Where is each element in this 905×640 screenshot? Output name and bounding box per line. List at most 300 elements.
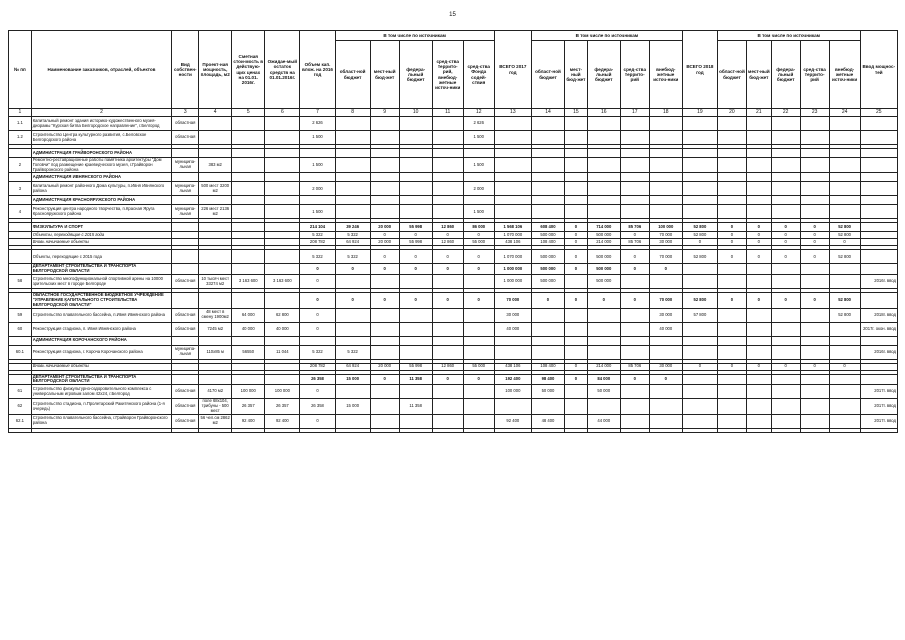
table-cell (746, 374, 771, 385)
table-cell (335, 196, 370, 205)
table-cell (649, 385, 682, 399)
table-cell (399, 117, 432, 131)
table-cell (717, 196, 746, 205)
table-cell (829, 149, 860, 158)
table-cell: 52 800 (682, 232, 717, 239)
table-cell (199, 374, 232, 385)
table-cell: 214 000 (587, 239, 620, 246)
table-cell: 39 246 (335, 223, 370, 232)
object-name: Строительство стадиона, п.Пролетарский Ракитянского района (1-я очередь) (31, 399, 172, 414)
table-cell: 26 357 (232, 399, 265, 414)
table-cell (531, 308, 564, 322)
header-commission: Ввод мощнос-тей (860, 31, 897, 109)
table-cell (860, 182, 897, 196)
table-cell (587, 117, 620, 131)
table-cell (746, 158, 771, 173)
table-cell: 208 782 (300, 239, 335, 246)
table-cell (265, 182, 300, 196)
table-cell (771, 275, 800, 289)
table-row (9, 232, 898, 239)
table-cell: 2 000 (300, 182, 335, 196)
spacer-cell (494, 428, 531, 432)
table-cell: 92 400 (265, 414, 300, 428)
table-cell: 1 500 (463, 158, 494, 173)
table-cell: 608 400 (531, 223, 564, 232)
table-cell (463, 345, 494, 359)
table-cell (746, 322, 771, 336)
table-cell (335, 158, 370, 173)
table-cell: 214 104 (300, 223, 335, 232)
table-cell (399, 196, 432, 205)
table-cell (300, 336, 335, 345)
table-cell: 85 706 (620, 223, 649, 232)
table-cell: 70 000 (494, 293, 531, 308)
table-cell (199, 232, 232, 239)
table-cell (300, 173, 335, 182)
table-cell: 500 000 (587, 232, 620, 239)
table-cell (620, 182, 649, 196)
table-cell (717, 173, 746, 182)
table-cell (463, 399, 494, 414)
table-cell: 0 (800, 232, 829, 239)
column-number: 23 (800, 109, 829, 117)
header-src-territory: сред-ства террито-рий (800, 41, 829, 109)
table-cell: 52 800 (682, 293, 717, 308)
table-cell (335, 173, 370, 182)
table-cell (620, 205, 649, 219)
table-cell: 1 500 (300, 131, 335, 145)
section-row (9, 196, 898, 205)
table-cell: 5 322 (335, 345, 370, 359)
table-cell: 26 358 (300, 399, 335, 414)
table-cell (587, 336, 620, 345)
table-cell (172, 363, 199, 370)
table-cell: 5 322 (300, 345, 335, 359)
table-cell (565, 158, 588, 173)
header-src-territory: сред-ства террито-рий, внебюд-жетные источ-ники (432, 41, 463, 109)
row-number: 62 (9, 399, 32, 414)
table-cell (717, 264, 746, 275)
table-cell (620, 308, 649, 322)
table-cell (565, 117, 588, 131)
table-cell (649, 399, 682, 414)
table-cell: 11 044 (265, 345, 300, 359)
table-cell: 1 070 000 (494, 232, 531, 239)
table-cell (565, 131, 588, 145)
table-cell (746, 264, 771, 275)
table-cell: 1 500 (463, 205, 494, 219)
column-number: 25 (860, 109, 897, 117)
table-cell: 92 400 (494, 414, 531, 428)
spacer-cell (432, 428, 463, 432)
table-cell (565, 173, 588, 182)
table-row (9, 275, 898, 289)
table-cell (463, 414, 494, 428)
table-cell (335, 131, 370, 145)
table-cell: 0 (370, 250, 399, 264)
table-cell: 0 (682, 363, 717, 370)
table-cell: 30 000 (494, 308, 531, 322)
table-cell (265, 149, 300, 158)
table-cell: 52 800 (829, 223, 860, 232)
table-cell: 0 (565, 223, 588, 232)
table-cell: 1 000 000 (494, 264, 531, 275)
table-cell (463, 336, 494, 345)
table-cell (432, 173, 463, 182)
table-cell: 40 000 (494, 322, 531, 336)
spacer-cell (370, 428, 399, 432)
table-cell: 64 924 (335, 363, 370, 370)
table-cell (587, 322, 620, 336)
table-cell (399, 308, 432, 322)
table-cell: муниципа-льная (172, 158, 199, 173)
table-cell (800, 275, 829, 289)
header-src-extrabudget: внебюд-жетные источ-ники (649, 41, 682, 109)
table-cell (370, 322, 399, 336)
table-cell: 5 322 (335, 232, 370, 239)
table-cell: 2 000 (463, 182, 494, 196)
column-number: 7 (300, 109, 335, 117)
table-cell (335, 385, 370, 399)
column-number: 10 (399, 109, 432, 117)
table-cell (565, 399, 588, 414)
table-cell (172, 223, 199, 232)
table-cell (265, 336, 300, 345)
table-cell: 0 (399, 232, 432, 239)
table-cell (746, 336, 771, 345)
table-cell (232, 182, 265, 196)
table-cell: 0 (771, 239, 800, 246)
table-cell (335, 308, 370, 322)
investment-table (8, 30, 898, 433)
table-cell (649, 205, 682, 219)
table-cell (432, 117, 463, 131)
table-cell: 40 000 (649, 322, 682, 336)
table-cell: 100 000 (265, 385, 300, 399)
table-cell (800, 182, 829, 196)
table-cell: 0 (771, 293, 800, 308)
table-cell: 0 (746, 250, 771, 264)
table-row (9, 345, 898, 359)
table-cell (771, 399, 800, 414)
table-cell: 0 (370, 374, 399, 385)
column-number: 20 (717, 109, 746, 117)
header-volume: Объем кап. влож. на 2016 год (300, 31, 335, 109)
row-number: 59 (9, 308, 32, 322)
table-cell: 56 чел.см 2862 м2 (199, 414, 232, 428)
row-number (9, 232, 32, 239)
table-cell: 64 924 (335, 239, 370, 246)
table-cell (620, 322, 649, 336)
table-cell (649, 173, 682, 182)
row-number (9, 173, 32, 182)
object-name: Реконструкция стадиона, п. Ивня Ивнянского района (31, 322, 172, 336)
table-cell: 52 800 (829, 232, 860, 239)
table-cell: 0 (463, 250, 494, 264)
table-cell (494, 173, 531, 182)
table-cell (565, 322, 588, 336)
table-cell: 0 (335, 264, 370, 275)
table-cell (682, 345, 717, 359)
table-cell (860, 264, 897, 275)
table-cell (370, 173, 399, 182)
table-cell: 208 782 (300, 363, 335, 370)
spacer-cell (172, 428, 199, 432)
table-cell: 0 (717, 363, 746, 370)
table-cell: 0 (717, 250, 746, 264)
table-cell (531, 173, 564, 182)
table-cell: 0 (565, 239, 588, 246)
table-cell: 500 000 (587, 275, 620, 289)
table-cell (232, 117, 265, 131)
table-cell (335, 414, 370, 428)
table-cell (494, 149, 531, 158)
table-cell (370, 117, 399, 131)
table-cell (335, 322, 370, 336)
table-cell (717, 275, 746, 289)
table-row (9, 363, 898, 370)
table-cell: 2016г. ввод (860, 345, 897, 359)
table-cell (800, 131, 829, 145)
table-cell: 2016г. ввод (860, 275, 897, 289)
column-number: 6 (265, 109, 300, 117)
table-cell (800, 385, 829, 399)
table-cell (494, 205, 531, 219)
object-name: Реконструкция центра народного творчества, п.Красная Яруга Краснояружского района (31, 205, 172, 219)
table-cell (800, 345, 829, 359)
table-cell: 0 (370, 232, 399, 239)
table-cell (370, 149, 399, 158)
table-cell (565, 275, 588, 289)
table-cell: 0 (620, 293, 649, 308)
table-cell (771, 149, 800, 158)
table-cell: 3 163 600 (265, 275, 300, 289)
table-cell (717, 205, 746, 219)
table-cell: 100 000 (232, 385, 265, 399)
column-number: 8 (335, 109, 370, 117)
table-cell (800, 374, 829, 385)
table-cell: 70 000 (649, 232, 682, 239)
table-cell (587, 158, 620, 173)
column-number: 19 (682, 109, 717, 117)
table-cell (746, 385, 771, 399)
object-name: Объекты, переходящие с 2015 года (31, 250, 172, 264)
table-cell (463, 149, 494, 158)
header-src-federal: федера-льный бюджет (399, 41, 432, 109)
section-row (9, 149, 898, 158)
section-row (9, 336, 898, 345)
table-cell (531, 345, 564, 359)
table-cell (335, 182, 370, 196)
table-cell (232, 293, 265, 308)
row-number (9, 250, 32, 264)
table-cell: 30 000 (649, 308, 682, 322)
table-cell: 2017г. ввод (860, 414, 897, 428)
table-cell: 15 000 (335, 399, 370, 414)
table-cell: 5 322 (300, 250, 335, 264)
table-cell: 64 000 (232, 308, 265, 322)
table-cell (172, 149, 199, 158)
table-cell (399, 385, 432, 399)
table-cell (771, 158, 800, 173)
table-cell: 0 (432, 374, 463, 385)
table-cell: 1 500 (300, 158, 335, 173)
table-cell (199, 131, 232, 145)
table-cell: 20 000 (370, 239, 399, 246)
table-cell (587, 131, 620, 145)
table-row (9, 239, 898, 246)
table-cell (829, 131, 860, 145)
table-cell (232, 264, 265, 275)
table-cell (232, 173, 265, 182)
table-cell (829, 322, 860, 336)
table-cell: 0 (771, 232, 800, 239)
spacer-cell (587, 428, 620, 432)
table-cell (370, 196, 399, 205)
table-cell (232, 158, 265, 173)
spacer-cell (9, 428, 32, 432)
table-cell (531, 196, 564, 205)
row-number: 62.1 (9, 414, 32, 428)
table-cell: 0 (800, 239, 829, 246)
table-cell (172, 374, 199, 385)
table-cell (649, 336, 682, 345)
table-cell (531, 336, 564, 345)
table-cell (565, 149, 588, 158)
header-src-federal: федера-льный бюджет (587, 41, 620, 109)
table-cell (829, 117, 860, 131)
table-cell (370, 414, 399, 428)
table-cell: 0 (771, 223, 800, 232)
table-cell (432, 275, 463, 289)
table-cell (771, 131, 800, 145)
table-cell (860, 205, 897, 219)
table-row (9, 205, 898, 219)
table-cell (771, 196, 800, 205)
table-cell (682, 158, 717, 173)
table-cell: 0 (829, 363, 860, 370)
header-group-2016: В том числе по источникам (335, 31, 494, 41)
table-cell: 12 860 (432, 223, 463, 232)
column-number: 4 (199, 109, 232, 117)
table-cell (172, 173, 199, 182)
table-cell (587, 149, 620, 158)
table-cell: поле 68х104, трибуны - 500 мест (199, 399, 232, 414)
table-cell: 20 000 (370, 363, 399, 370)
table-cell (860, 158, 897, 173)
table-cell: 1 070 000 (494, 250, 531, 264)
table-cell: 0 (463, 232, 494, 239)
table-cell (199, 223, 232, 232)
table-cell: 5 322 (335, 250, 370, 264)
table-cell (565, 345, 588, 359)
table-cell (860, 196, 897, 205)
table-cell: 0 (531, 293, 564, 308)
spacer-cell (800, 428, 829, 432)
table-cell (860, 293, 897, 308)
table-cell: 0 (800, 250, 829, 264)
table-cell: 0 (746, 363, 771, 370)
column-number: 11 (432, 109, 463, 117)
spacer-cell (717, 428, 746, 432)
table-cell (620, 173, 649, 182)
table-cell (649, 158, 682, 173)
row-number (9, 363, 32, 370)
table-cell: 0 (565, 374, 588, 385)
table-cell (682, 374, 717, 385)
header-group-2018: В том числе по источникам (717, 31, 860, 41)
row-number: 58 (9, 275, 32, 289)
table-cell: 0 (800, 293, 829, 308)
table-cell: 55 998 (399, 363, 432, 370)
table-cell: 70 000 (649, 250, 682, 264)
table-cell (771, 182, 800, 196)
table-cell: 0 (300, 322, 335, 336)
spacer-cell (300, 428, 335, 432)
column-number: 3 (172, 109, 199, 117)
table-cell: 44 000 (587, 414, 620, 428)
table-cell: 3 163 600 (232, 275, 265, 289)
table-cell: 0 (587, 293, 620, 308)
table-cell: областная (172, 117, 199, 131)
table-cell (335, 336, 370, 345)
table-cell (265, 158, 300, 173)
spacer-cell (232, 428, 265, 432)
table-cell: 0 (370, 264, 399, 275)
table-cell: 26 358 (300, 374, 335, 385)
table-cell: 55 998 (399, 239, 432, 246)
table-cell (829, 205, 860, 219)
table-cell: 0 (463, 264, 494, 275)
table-cell (432, 196, 463, 205)
table-cell (265, 250, 300, 264)
table-cell (771, 205, 800, 219)
table-cell (531, 182, 564, 196)
table-cell (829, 414, 860, 428)
page-number: 15 (449, 12, 456, 18)
table-cell (232, 336, 265, 345)
table-cell (800, 117, 829, 131)
table-cell: 0 (432, 293, 463, 308)
table-cell (399, 414, 432, 428)
table-cell: 0 (717, 223, 746, 232)
table-cell: 100 000 (649, 223, 682, 232)
table-cell: 12 860 (432, 239, 463, 246)
header-src-extrabudget: внебюд-жетные источ-ники (829, 41, 860, 109)
table-cell: 0 (771, 363, 800, 370)
table-cell: 0 (565, 250, 588, 264)
table-cell: областная (172, 275, 199, 289)
table-cell (199, 250, 232, 264)
object-name: Капитальный ремонт здания историко-художественного музея-диорамы "Курская битва Белгородское направление", г.Белгород (31, 117, 172, 131)
table-cell: 500 000 (531, 275, 564, 289)
table-cell: 86 000 (463, 223, 494, 232)
table-cell (587, 345, 620, 359)
table-cell (620, 414, 649, 428)
table-cell (717, 385, 746, 399)
table-cell (370, 385, 399, 399)
table-cell (232, 239, 265, 246)
table-cell (829, 385, 860, 399)
table-cell (265, 173, 300, 182)
table-cell (531, 322, 564, 336)
table-cell (771, 117, 800, 131)
table-cell (531, 399, 564, 414)
spacer-cell (565, 428, 588, 432)
table-cell: 40 000 (232, 322, 265, 336)
table-cell: 108 400 (531, 239, 564, 246)
table-cell: муниципа-льная (172, 205, 199, 219)
